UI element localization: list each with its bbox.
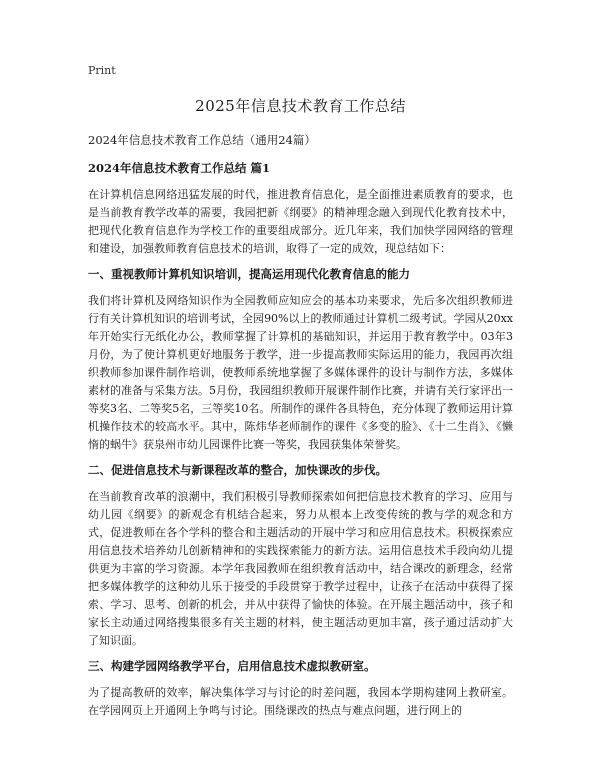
section-title: 2024年信息技术教育工作总结 篇1 [88, 161, 271, 175]
heading-2: 二、促进信息技术与新课程改革的整合，加快课改的步伐。 [88, 463, 387, 477]
print-label[interactable]: Print [88, 64, 116, 77]
document-subtitle: 2024年信息技术教育工作总结（通用24篇） [88, 133, 316, 147]
paragraph-3: 为了提高教研的效率，解决集体学习与讨论的时差问题，我园本学期构建网上教研室。在学园网页上开通网上争鸣与讨论。围绕课改的热点与难点问题，进行网上的 [88, 686, 513, 717]
paragraph-2: 在当前教育改革的浪潮中，我们积极引导教师探索如何把信息技术教育的学习、应用与幼儿园《纲要》的新观念有机结合起来，努力从根本上改变传统的教与学的观念和方式，促进教师在各个学科的整合和主题活动的开展中学习和应用信息技术。积极探索应用信息技术培养幼儿创新精神和的实践探索能力的新方法。运用信息技术手段向幼儿提供更为丰富的学习资源。本学年我园教师在组织教育活动中，结合课改的新理念，经常把多媒体教学的这种幼儿乐于接受的手段贯穿于教学过程中，让孩子在活动中获得了探索、学习、思考、创新的机会，并从中获得了愉快的体验。在开展主题活动中，孩子和家长主动通过网络搜集很多有关主题的材料，使主题活动更加丰富，孩子通过活动扩大了知识面。 [88, 490, 513, 647]
heading-3: 三、构建学园网络教学平台，启用信息技术虚拟教研室。 [88, 659, 376, 673]
document-title: 2025年信息技术教育工作总结 [195, 97, 406, 115]
heading-1: 一、重视教师计算机知识培训，提高运用现代化教育信息的能力 [88, 267, 410, 281]
paragraph-1: 我们将计算机及网络知识作为全园教师应知应会的基本功来要求，先后多次组织教师进行有关计算机知识的培训考试，全园90%以上的教师通过计算机二级考试。学园从20xx年开始实行无纸化办公，教师掌握了计算机的基础知识，并运用于教育教学中。03年3月份，为了使计算机更好地服务于教学，进一步提高教师实际运用的能力，我园再次组织教师参加课件制作培训，使教师系统地掌握了多媒体课件的设计与制作方法，多媒体素材的准备与采集方法。5月份，我园组织教师开展课件制作比赛，并请有关行家评出一等奖3名、二等奖5名，三等奖10名。所制作的课件各具特色，充分体现了教师运用计算机操作技术的较高水平。其中，陈炜华老师制作的课件《多变的脸》、《十二生肖》、《懒惰的蜗牛》获泉州市幼儿园课件比赛一等奖，我园获集体荣誉奖。 [88, 294, 513, 451]
document-page [88, 64, 513, 726]
intro-paragraph: 在计算机信息网络迅猛发展的时代，推进教育信息化，是全面推进素质教育的要求，也是当前教育教学改革的需要，我园把新《纲要》的精神理念融入到现代化教育技术中，把现代化教育信息作为学校工作的重要组成部分。近几年来，我们加快学园网络的管理和建设，加强教师教育信息技术的培训，取得了一定的成效，现总结如下： [88, 188, 513, 255]
